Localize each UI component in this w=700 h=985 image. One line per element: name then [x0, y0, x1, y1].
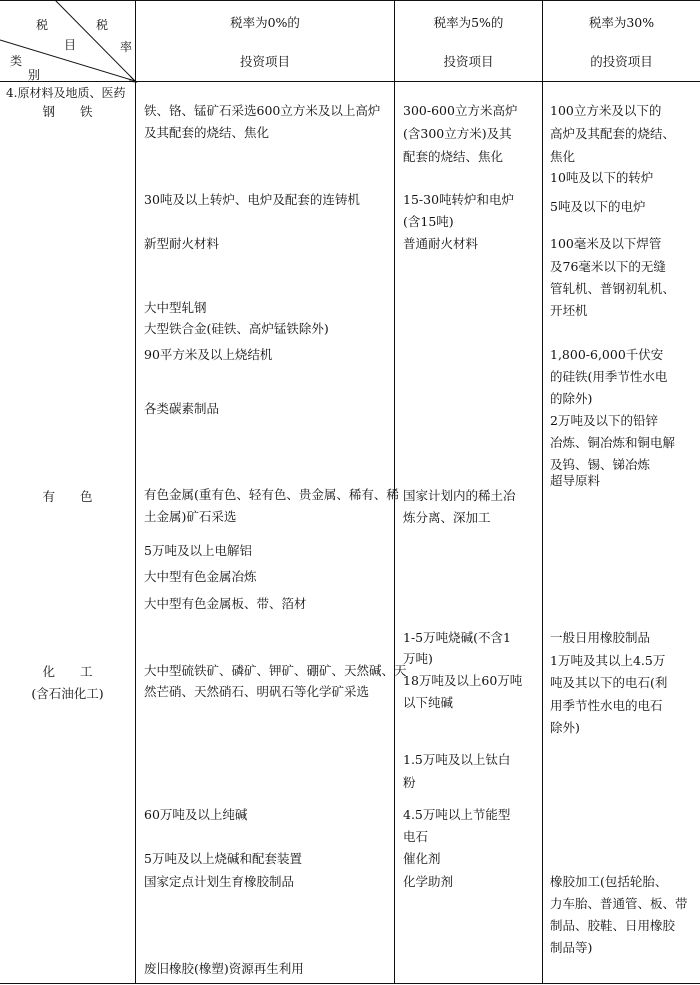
rate0-item: 大中型轧钢: [144, 300, 207, 315]
category-section-title: 4.原材料及地质、医药: [6, 86, 126, 100]
rate0-item: 大中型有色金属板、带、箔材: [144, 596, 307, 611]
header-rate-5-line2: 投资项目: [443, 54, 494, 69]
corner-label-type: 别: [28, 68, 41, 82]
rate0-item: 90平方米及以上烧结机: [144, 347, 273, 362]
rate0-item: 大型铁合金(硅铁、高炉锰铁除外): [144, 321, 329, 336]
rate30-item: 100毫米及以下焊管: [550, 236, 662, 251]
rate30-item: 焦化: [550, 149, 576, 164]
rate5-item: 电石: [403, 829, 429, 844]
corner-label-tax-2: 税: [96, 18, 109, 32]
rate30-item: 制品、胶鞋、日用橡胶: [550, 918, 676, 933]
rate5-item: 以下纯碱: [403, 695, 454, 710]
rate5-item: 15-30吨转炉和电炉: [403, 192, 515, 207]
rate5-item: 万吨): [403, 651, 433, 666]
rate0-item: 及其配套的烧结、焦化: [144, 125, 270, 140]
rate0-item: 大中型硫铁矿、磷矿、钾矿、硼矿、天然碱、天: [144, 663, 407, 678]
column-divider-1: [135, 0, 136, 983]
rate30-item: 的除外): [550, 391, 593, 406]
rate5-item: 化学助剂: [403, 874, 454, 889]
header-rate-30-line1: 税率为30%: [588, 15, 655, 30]
rate5-item: (含300立方米)及其: [403, 126, 512, 141]
rate30-item: 及钨、锡、锑冶炼: [550, 457, 651, 472]
rate30-item: 制品等): [550, 940, 593, 955]
rate0-item: 各类碳素制品: [144, 401, 220, 416]
rate30-item: 及76毫米以下的无缝: [550, 259, 666, 274]
rate5-item: 300-600立方米高炉: [403, 103, 518, 118]
rate5-item: 催化剂: [403, 851, 441, 866]
rate30-item: 吨及其以下的电石(利: [550, 675, 668, 690]
rate30-item: 的硅铁(用季节性水电: [550, 369, 668, 384]
corner-label-item: 目: [64, 38, 77, 52]
table-bottom-rule: [0, 983, 700, 984]
rate0-item: 大中型有色金属冶炼: [144, 569, 257, 584]
category-nonferrous: 有 色: [42, 489, 93, 504]
rate30-item: 10吨及以下的转炉: [550, 170, 654, 185]
header-rate-5-line1: 税率为5%的: [433, 15, 504, 30]
column-divider-3: [542, 0, 543, 983]
rate30-item: 5吨及以下的电炉: [550, 199, 646, 214]
rate30-item: 开坯机: [550, 303, 588, 318]
rate5-item: 1-5万吨烧碱(不含1: [403, 630, 511, 645]
rate5-item: 粉: [403, 775, 416, 790]
rate30-item: 一般日用橡胶制品: [550, 630, 651, 645]
rate5-item: 配套的烧结、焦化: [403, 149, 504, 164]
rate0-item: 土金属)矿石采选: [144, 509, 237, 524]
rate30-item: 用季节性水电的电石: [550, 698, 663, 713]
rate30-item: 100立方米及以下的: [550, 103, 662, 118]
rate30-item: 1万吨及其以上4.5万: [550, 653, 666, 668]
rate0-item: 有色金属(重有色、轻有色、贵金属、稀有、稀: [144, 487, 399, 502]
rate5-item: 国家计划内的稀土冶: [403, 488, 516, 503]
rate0-item: 30吨及以上转炉、电炉及配套的连铸机: [144, 192, 360, 207]
corner-label-rate: 率: [120, 40, 133, 54]
rate5-item: 1.5万吨及以上钛白: [403, 752, 511, 767]
rate5-item: 炼分离、深加工: [403, 510, 491, 525]
header-rate-0-line2: 投资项目: [239, 54, 290, 69]
rate5-item: 普通耐火材料: [403, 236, 479, 251]
rate0-item: 铁、铬、锰矿石采选600立方米及以上高炉: [144, 103, 381, 118]
header-rate-0-line1: 税率为0%的: [230, 15, 300, 30]
rate0-item: 然芒硝、天然硝石、明矾石等化学矿采选: [144, 684, 370, 699]
rate0-item: 5万吨及以上电解铝: [144, 543, 252, 558]
rate30-item: 冶炼、铜冶炼和铜电解: [550, 435, 676, 450]
rate30-item: 管轧机、普钢初轧机、: [550, 281, 676, 296]
rate30-item: 高炉及其配套的烧结、: [550, 126, 676, 141]
rate30-item: 除外): [550, 720, 580, 735]
rate0-item: 国家定点计划生育橡胶制品: [144, 874, 295, 889]
corner-label-tax-1: 税: [36, 18, 49, 32]
category-steel: 钢 铁: [42, 104, 93, 119]
rate0-item: 废旧橡胶(橡塑)资源再生利用: [144, 961, 304, 976]
rate30-item: 1,800-6,000千伏安: [550, 347, 664, 362]
rate5-item: (含15吨): [403, 214, 454, 229]
rate30-item: 橡胶加工(包括轮胎、: [550, 874, 668, 889]
header-rate-30-line2: 的投资项目: [590, 54, 653, 69]
rate30-item: 超导原料: [550, 473, 601, 488]
rate0-item: 60万吨及以上纯碱: [144, 807, 248, 822]
category-chemical: 化 工: [42, 664, 93, 679]
rate5-item: 4.5万吨以上节能型: [403, 807, 511, 822]
corner-label-category: 类: [10, 54, 23, 68]
rate0-item: 5万吨及以上烧碱和配套装置: [144, 851, 302, 866]
rate30-item: 力车胎、普通管、板、带: [550, 896, 688, 911]
rate5-item: 18万吨及以上60万吨: [403, 673, 523, 688]
rate30-item: 2万吨及以下的铅锌: [550, 413, 658, 428]
rate0-item: 新型耐火材料: [144, 236, 220, 251]
category-chemical-sub: (含石油化工): [31, 686, 104, 701]
